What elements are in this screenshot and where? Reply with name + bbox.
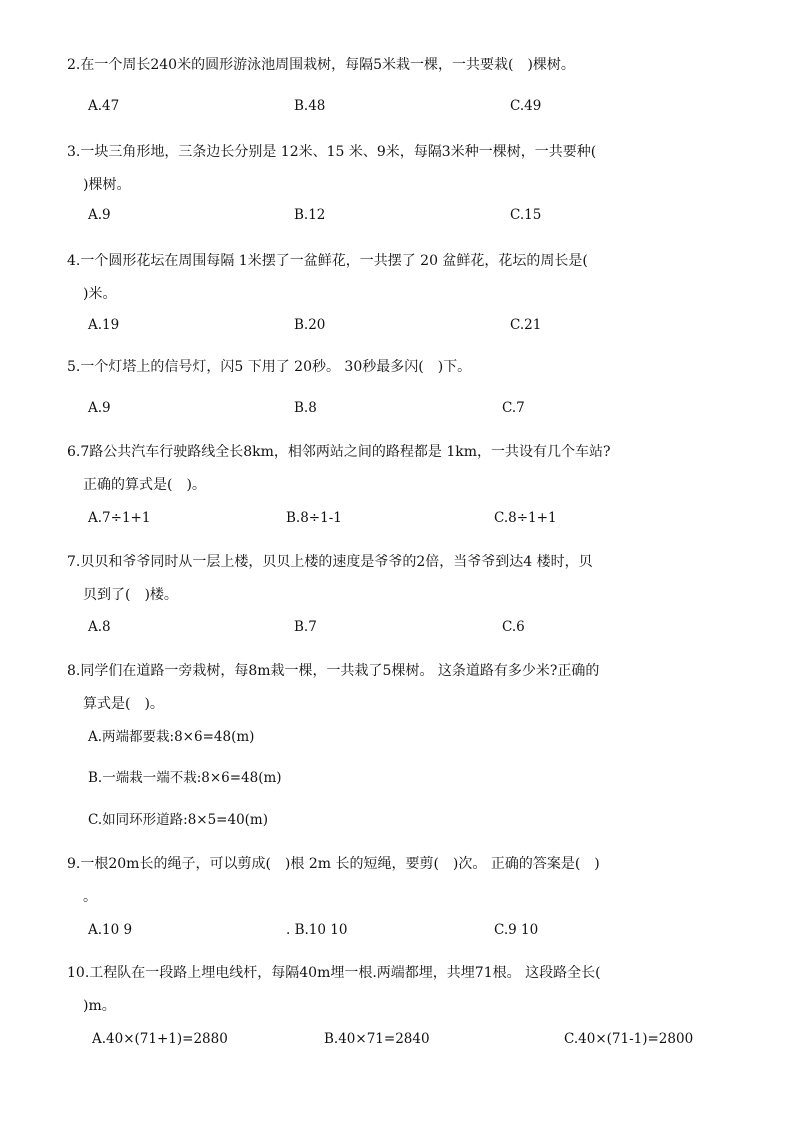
question-9-option-a: A.10 9 bbox=[88, 922, 133, 938]
question-8-line-2: 算式是( )。 bbox=[83, 696, 164, 712]
question-7-line-2: 贝到了( )楼。 bbox=[83, 587, 178, 603]
question-6-option-c: C.8÷1+1 bbox=[494, 510, 557, 526]
question-5-line-1: 5.一个灯塔上的信号灯，闪5 下用了 20秒。 30秒最多闪( )下。 bbox=[67, 359, 472, 375]
question-8-line-1: 8.同学们在道路一旁栽树，每8m栽一棵，一共栽了5棵树。 这条道路有多少米?正确的 bbox=[67, 663, 600, 679]
question-3-line-2: )棵树。 bbox=[83, 177, 131, 193]
question-10-option-a: A.40×(71+1)=2880 bbox=[92, 1031, 228, 1047]
question-8-option-c: C.如同环形道路:8×5=40(m) bbox=[88, 812, 269, 828]
question-7-line-1: 7.贝贝和爷爷同时从一层上楼，贝贝上楼的速度是爷爷的2倍，当爷爷到达4 楼时，贝 bbox=[67, 554, 593, 570]
question-10-option-b: B.40×71=2840 bbox=[324, 1031, 430, 1047]
question-5-option-b: B.8 bbox=[294, 400, 317, 416]
question-10-line-2: )m。 bbox=[83, 998, 116, 1014]
question-3-option-a: A.9 bbox=[88, 207, 111, 223]
question-6-option-b: B.8÷1-1 bbox=[286, 510, 342, 526]
question-4-option-c: C.21 bbox=[510, 317, 542, 333]
question-9-option-b: . B.10 10 bbox=[286, 922, 348, 938]
question-6-option-a: A.7÷1+1 bbox=[88, 510, 151, 526]
question-4-option-a: A.19 bbox=[88, 317, 120, 333]
question-2-option-a: A.47 bbox=[88, 98, 120, 114]
question-7-option-c: C.6 bbox=[502, 619, 525, 635]
question-7-option-b: B.7 bbox=[294, 619, 317, 635]
question-6-line-2: 正确的算式是( )。 bbox=[83, 477, 206, 493]
question-2-option-c: C.49 bbox=[510, 98, 542, 114]
question-2-option-b: B.48 bbox=[294, 98, 326, 114]
question-10-option-c: C.40×(71-1)=2800 bbox=[564, 1031, 694, 1047]
question-9-option-c: C.9 10 bbox=[494, 922, 539, 938]
question-6-line-1: 6.7路公共汽车行驶路线全长8km，相邻两站之间的路程都是 1km，一共设有几个车站? bbox=[67, 444, 611, 460]
question-8-option-a: A.两端都要栽:8×6=48(m) bbox=[88, 729, 255, 745]
question-4-line-2: )米。 bbox=[83, 286, 117, 302]
question-3-option-c: C.15 bbox=[510, 207, 542, 223]
question-5-option-c: C.7 bbox=[502, 400, 525, 416]
question-10-line-1: 10.工程队在一段路上埋电线杆，每隔40m埋一根.两端都埋，共埋71根。 这段路全长( bbox=[67, 965, 601, 981]
question-3-line-1: 3.一块三角形地，三条边长分别是 12米、15 米、9米，每隔3米种一棵树，一共要种( bbox=[67, 144, 597, 160]
question-2-line-1: 2.在一个周长240米的圆形游泳池周围栽树，每隔5米栽一棵，一共要栽( )棵树。 bbox=[67, 57, 575, 73]
question-5-option-a: A.9 bbox=[88, 400, 111, 416]
question-8-option-b: B.一端栽一端不栽:8×6=48(m) bbox=[88, 770, 282, 786]
question-4-option-b: B.20 bbox=[294, 317, 326, 333]
question-3-option-b: B.12 bbox=[294, 207, 326, 223]
question-7-option-a: A.8 bbox=[88, 619, 111, 635]
question-9-line-2: 。 bbox=[83, 889, 97, 905]
question-4-line-1: 4.一个圆形花坛在周围每隔 1米摆了一盆鲜花，一共摆了 20 盆鲜花，花坛的周长是( bbox=[67, 253, 588, 269]
question-9-line-1: 9.一根20m长的绳子，可以剪成( )根 2m 长的短绳，要剪( )次。 正确的答案是( ) bbox=[67, 856, 600, 872]
